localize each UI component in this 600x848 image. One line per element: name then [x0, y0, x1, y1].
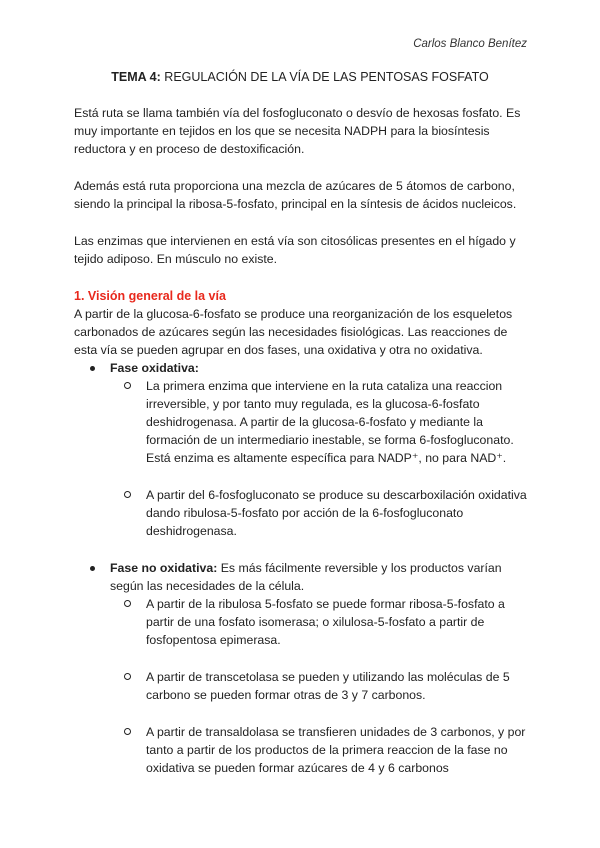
- phase-oxidative-items: [110, 377, 534, 540]
- list-item: A partir de la ribulosa 5-fosfato se puede formar ribosa-5-fosfato a partir de una fosfato isomerasa; o xilulosa-5-fosfato a partir de fosfopentosa epimerasa.: [124, 595, 534, 649]
- intro-paragraph-1: Está ruta se llama también vía del fosfogluconato o desvío de hexosas fosfato. Es muy importante en tejidos en los que se necesita NADPH para la biosíntesis reductora y en proceso de destoxificación.: [74, 106, 521, 156]
- section-text: A partir de la glucosa-6-fosfato se produce una reorganización de los esqueletos carbonados de azúcares según las necesidades fisiológicas. Las reacciones de esta vía se pueden agrupar en dos fases, una oxidativa y otra no oxidativa.: [74, 307, 513, 357]
- list-item: A partir de transcetolasa se pueden y utilizando las moléculas de 5 carbono se pueden formar otras de 3 y 7 carbonos.: [124, 668, 534, 704]
- page-title: [0, 70, 600, 84]
- phase-oxidative: [90, 359, 534, 540]
- phase-non-oxidative-text: Es más fácilmente reversible y los productos varían según las necesidades de la célula.: [110, 561, 502, 593]
- phase-oxidative-label: Fase oxidativa:: [110, 361, 199, 375]
- phase-non-oxidative-items: [110, 595, 534, 777]
- intro-paragraph-3: Las enzimas que intervienen en está vía son citosólicas presentes en el hígado y tejido adiposo. En músculo no existe.: [74, 234, 516, 266]
- phase-non-oxidative-label: Fase no oxidativa:: [110, 561, 218, 575]
- list-item: A partir del 6-fosfogluconato se produce su descarboxilación oxidativa dando ribulosa-5-fosfato por acción de la 6-fosfogluconato deshidrogenasa.: [124, 486, 534, 540]
- title-text: REGULACIÓN DE LA VÍA DE LAS PENTOSAS FOSFATO: [164, 70, 489, 84]
- phase-non-oxidative: [90, 559, 534, 777]
- title-prefix: TEMA 4:: [111, 70, 161, 84]
- list-item: La primera enzima que interviene en la ruta cataliza una reaccion irreversible, y por tanto muy regulada, es la glucosa-6-fosfato deshidrogenasa. A partir de la glucosa-6-fosfato y mediante la formación de un intermediario inestable, se forma 6-fosfogluconato. Está enzima es altamente específica para NADP⁺, no para NAD⁺.: [124, 377, 534, 467]
- phase-list: [74, 359, 534, 777]
- intro-paragraph-2: Además está ruta proporciona una mezcla de azúcares de 5 átomos de carbono, siendo la principal la ribosa-5-fosfato, principal en la síntesis de ácidos nucleicos.: [74, 179, 517, 211]
- document-body: [74, 104, 534, 777]
- section-heading: 1. Visión general de la vía: [74, 289, 226, 303]
- author-name: Carlos Blanco Benítez: [413, 38, 527, 50]
- list-item: A partir de transaldolasa se transfieren unidades de 3 carbonos, y por tanto a partir de los productos de la primera reaccion de la fase no oxidativa se pueden formar azúcares de 4 y 6 carbonos: [124, 723, 534, 777]
